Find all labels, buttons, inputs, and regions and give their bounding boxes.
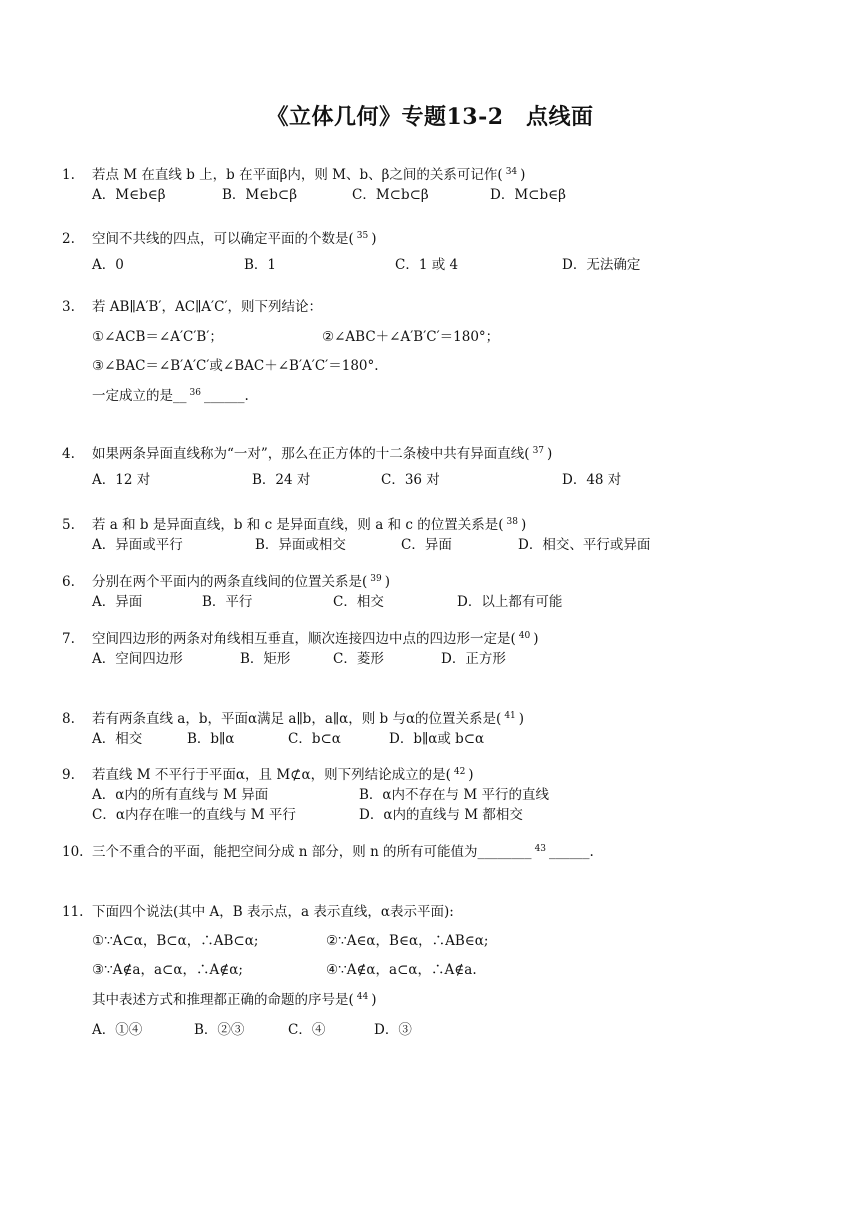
question-stem: 空间四边形的两条对角线相互垂直，顺次连接四边中点的四边形一定是( $^{40}$ ) bbox=[92, 631, 539, 647]
option-c: C．M⊂b⊂β bbox=[352, 187, 429, 203]
option-a: A．M∈b∈β bbox=[92, 187, 166, 203]
option-b: B．异面或相交 bbox=[255, 537, 346, 553]
option-a: A．空间四边形 bbox=[92, 651, 183, 667]
page-title: 《立体几何》专题13-2 点线面 bbox=[266, 104, 594, 130]
option-d: D．48 对 bbox=[562, 472, 622, 488]
option-a: A．12 对 bbox=[92, 472, 151, 488]
question-number: 2. bbox=[62, 231, 75, 247]
answer-blank: 一定成立的是__ $^{36}$ ______. bbox=[92, 388, 249, 404]
option-d: D．相交、平行或异面 bbox=[518, 537, 651, 553]
question-stem: 若点 M 在直线 b 上，b 在平面β内，则 M、b、β之间的关系可记作( $^{34}$ ) bbox=[92, 167, 526, 183]
question-stem: 空间不共线的四点，可以确定平面的个数是( $^{35}$ ) bbox=[92, 231, 377, 247]
question-stem: 若直线 M 不平行于平面α，且 M⊄α，则下列结论成立的是( $^{42}$ ) bbox=[92, 767, 474, 783]
option-a: A．α内的所有直线与 M 异面 bbox=[92, 787, 269, 803]
question-number: 7. bbox=[62, 631, 75, 647]
option-b: B．平行 bbox=[202, 594, 253, 610]
statement-1: ①∵A⊂α，B⊂α，∴AB⊂α; bbox=[92, 933, 259, 949]
option-c: C．相交 bbox=[333, 594, 384, 610]
option-c: C．1 或 4 bbox=[395, 257, 459, 273]
option-b: B．矩形 bbox=[240, 651, 291, 667]
option-d: D．b∥α或 b⊂α bbox=[389, 731, 485, 747]
option-c: C．菱形 bbox=[333, 651, 384, 667]
question-stem: 下面四个说法(其中 A，B 表示点，a 表示直线，α表示平面): bbox=[92, 904, 454, 920]
question-number: 4. bbox=[62, 446, 75, 462]
option-d: D．M⊂b∈β bbox=[490, 187, 566, 203]
question-stem: 若 AB∥A′B′，AC∥A′C′，则下列结论： bbox=[92, 299, 323, 315]
question-stem: 三个不重合的平面，能把空间分成 n 部分，则 n 的所有可能值为________ $^{43}$ ______. bbox=[92, 844, 594, 860]
option-d: D．α内的直线与 M 都相交 bbox=[359, 807, 523, 823]
statement-4: ④∵A∉α，a⊂α，∴A∉a. bbox=[326, 962, 477, 978]
statement-3: ③∵A∉a，a⊂α，∴A∉α; bbox=[92, 962, 243, 978]
statement-3: ③∠BAC＝∠B′A′C′或∠BAC＋∠B′A′C′＝180°. bbox=[92, 358, 379, 374]
option-b: B．α内不存在与 M 平行的直线 bbox=[359, 787, 549, 803]
question-number: 11. bbox=[62, 904, 84, 920]
question-number: 6. bbox=[62, 574, 75, 590]
question-number: 1. bbox=[62, 167, 75, 183]
question-number: 9. bbox=[62, 767, 75, 783]
question-stem: 若有两条直线 a，b，平面α满足 a∥b，a∥α，则 b 与α的位置关系是( $^{41}$ ) bbox=[92, 711, 525, 727]
statement-2: ②∠ABC＋∠A′B′C′＝180°； bbox=[322, 329, 500, 345]
option-d: D．以上都有可能 bbox=[457, 594, 563, 610]
question-number: 5. bbox=[62, 517, 75, 533]
question-stem: 如果两条异面直线称为“一对”，那么在正方体的十二条棱中共有异面直线( $^{37}$ ) bbox=[92, 446, 553, 462]
option-c: C．α内存在唯一的直线与 M 平行 bbox=[92, 807, 296, 823]
option-b: B．M∈b⊂β bbox=[222, 187, 297, 203]
option-a: A．0 bbox=[92, 257, 124, 273]
question-number: 3. bbox=[62, 299, 75, 315]
option-d: D．无法确定 bbox=[562, 257, 641, 273]
option-b: B．24 对 bbox=[252, 472, 311, 488]
option-d: D．③ bbox=[374, 1022, 412, 1038]
option-b: B．②③ bbox=[194, 1022, 245, 1038]
statement-2: ②∵A∈α，B∈α，∴AB∈α; bbox=[326, 933, 489, 949]
question-prompt: 其中表述方式和推理都正确的命题的序号是( $^{44}$ ) bbox=[92, 992, 377, 1008]
option-c: C．④ bbox=[288, 1022, 326, 1038]
question-stem: 若 a 和 b 是异面直线，b 和 c 是异面直线，则 a 和 c 的位置关系是( $^{38}$ ) bbox=[92, 517, 527, 533]
option-c: C．b⊂α bbox=[288, 731, 341, 747]
option-a: A．①④ bbox=[92, 1022, 143, 1038]
option-a: A．异面或平行 bbox=[92, 537, 183, 553]
option-d: D．正方形 bbox=[441, 651, 506, 667]
question-number: 10. bbox=[62, 844, 84, 860]
option-c: C．36 对 bbox=[381, 472, 440, 488]
option-b: B．1 bbox=[244, 257, 277, 273]
option-a: A．相交 bbox=[92, 731, 143, 747]
option-b: B．b∥α bbox=[187, 731, 235, 747]
statement-1: ①∠ACB＝∠A′C′B′； bbox=[92, 329, 223, 345]
question-stem: 分别在两个平面内的两条直线间的位置关系是( $^{39}$ ) bbox=[92, 574, 391, 590]
question-number: 8. bbox=[62, 711, 75, 727]
option-c: C．异面 bbox=[401, 537, 452, 553]
option-a: A．异面 bbox=[92, 594, 143, 610]
